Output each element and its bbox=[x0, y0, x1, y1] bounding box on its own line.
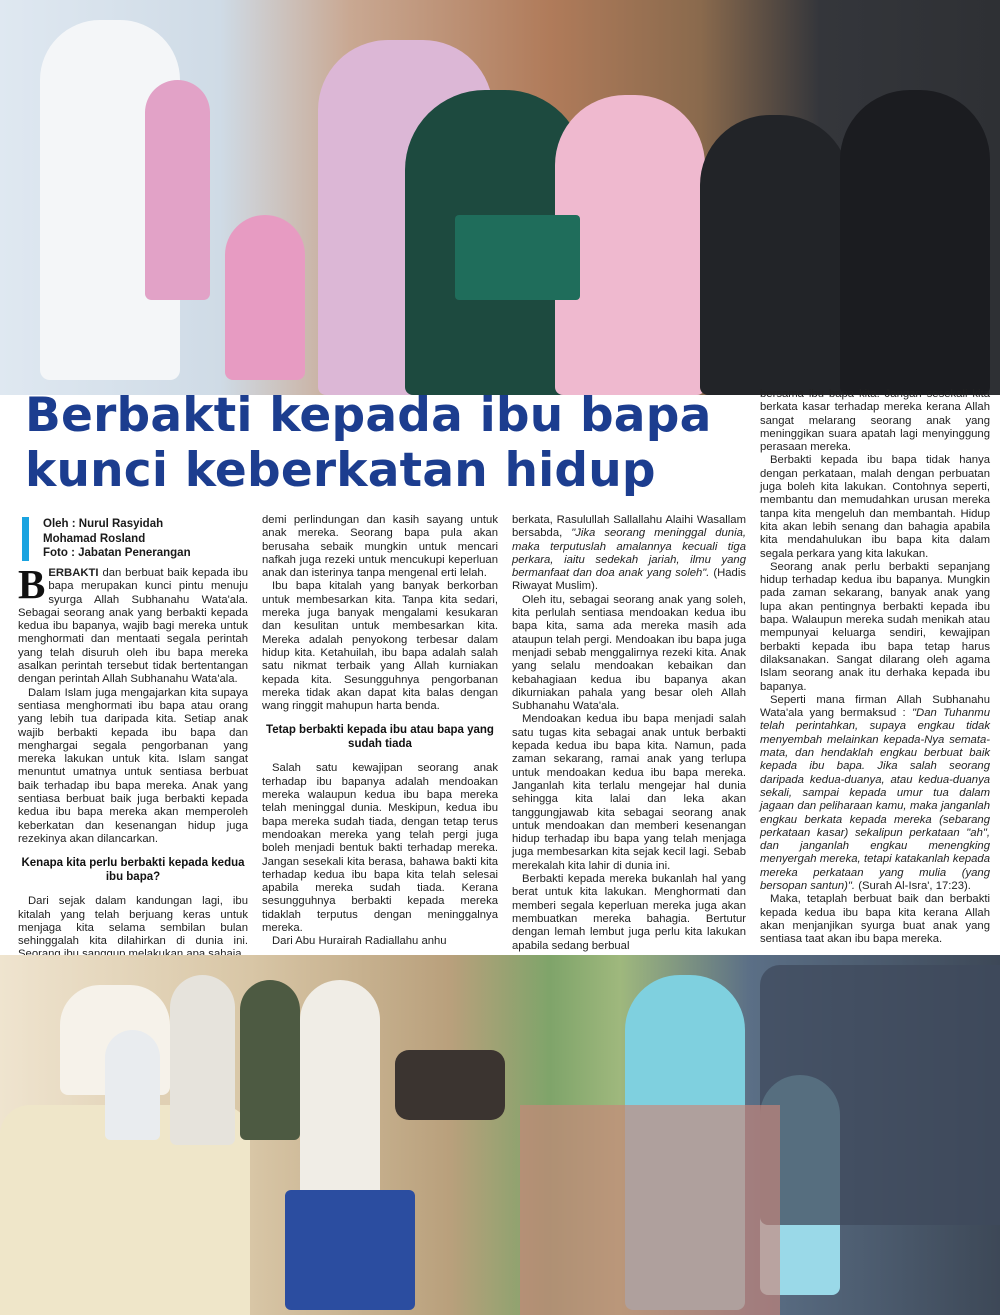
photo-leather-sofa bbox=[395, 1050, 505, 1120]
paragraph: Oleh itu, sebagai seorang anak yang soleh, kita perlulah sentiasa mendoakan kedua ibu bapa kita, sama ada mereka masih ada ataupun telah pergi. Mendoakan ibu bapa juga menjadi sebab menggalirnya rezeki kita. Anak yang selalu mendoakan kebaikan dan kebahagiaan kedua ibu bapanya akan dikurniakan pahala yang besar oleh Allah Subhanahu Wata'ala. bbox=[512, 593, 746, 713]
byline-author-2: Mohamad Rosland bbox=[43, 532, 146, 545]
photo-graduation-scroll bbox=[455, 215, 580, 300]
photo-prayer-mat bbox=[285, 1190, 415, 1310]
article-column-1 bbox=[18, 561, 248, 962]
lead-word: ERBAKTI bbox=[48, 567, 99, 579]
paragraph: Salah satu kewajipan seorang anak terhadap ibu bapanya adalah mendoakan mereka walaupun kedua ibu bapa mereka telah meninggal dunia. Meskipun, kedua ibu bapa mereka sudah tiada, dengan tetap terus mendoakan mereka yang telah pergi juga boleh menjadi bentuk bakti terhadap mereka. Jangan sesekali kita berasa, bahawa bakti kita terhadap kedua ibu bapa kita telah selesai apabila mereka sudah tiada. Kerana sesungguhnya berbakti kepada mereka tidaklah terputus dengan meninggalnya mereka. bbox=[262, 762, 498, 935]
photo-toddler-pink bbox=[225, 215, 305, 380]
paragraph: Mendoakan kedua ibu bapa menjadi salah satu tugas kita sebagai anak untuk berbakti kepada kedua ibu bapa kita. Namun, pada zaman sekarang, ramai anak yang terlupa untuk mendoakan kedua ibu bapa mereka. Janganlah kita terlalu mengejar hal dunia sehingga kita lalai dan leka akan tanggungjawab kita sebagai seorang anak untuk mendoakan dan memberi kesenangan hidup terhadap ibu bapa yang telah menjaga juga membesarkan kita sejak kecil lagi. Sebab merekalah kita lahir di dunia ini. bbox=[512, 713, 746, 872]
article-column-2 bbox=[262, 514, 498, 949]
photo-man-striped-robe bbox=[240, 980, 300, 1140]
paragraph: Berbakti kepada mereka bukanlah hal yang berat untuk kita lakukan. Menghormati dan memberi segala keperluan mereka juga akan membuatkan mereka bahagia. Bertutur dengan lemah lembut juga perlu kita lakukan apabila sedang berbual bbox=[512, 873, 746, 952]
drop-cap: B bbox=[18, 561, 46, 607]
paragraph: demi perlindungan dan kasih sayang untuk anak mereka. Seorang bapa pula akan berusaha sebaik mungkin untuk mencari nafkah juga rezeki untuk mencukupi keperluan anak dan isterinya tanpa mengenal erti lelah. bbox=[262, 514, 498, 580]
paragraph-text: (Surah Al-Isra', 17:23). bbox=[855, 879, 971, 892]
article-column-4 bbox=[760, 388, 990, 946]
photo-crowd bbox=[760, 965, 1000, 1225]
paragraph bbox=[512, 514, 746, 594]
hadith-quote: "Jika seorang meninggal dunia, maka terputuslah amalannya kecuali tiga perkara, iaitu sedekah jariah, ilmu yang bermanfaat dan doa anak yang soleh". bbox=[512, 527, 747, 580]
headline-line-2: kunci keberkatan hidup bbox=[25, 443, 656, 498]
subheading: Tetap berbakti kepada ibu atau bapa yang sudah tiada bbox=[266, 724, 494, 750]
byline-photo-credit: Foto : Jabatan Penerangan bbox=[43, 547, 191, 559]
paragraph-text: (Hadis Riwayat Muslim). bbox=[512, 567, 746, 593]
photo-son-black-shirt bbox=[700, 115, 850, 395]
paragraph: Dari Abu Hurairah Radiallahu anhu bbox=[272, 935, 447, 948]
paragraph-text: dan berbuat baik kepada ibu bapa merupakan kunci pintu menuju syurga Allah Subhanahu Wata'ala. Sebagai seorang anak yang berbakti kepada kedua ibu bapanya, wajib bagi mereka untuk menghormati dan mentaati segala perintah yang telah disuruh oleh ibu bapa mereka asalkan perintah tersebut tidak bertentangan dengan perintah Allah Subhanahu Wata'ala. bbox=[18, 567, 248, 686]
paragraph bbox=[18, 561, 248, 687]
bottom-photo-collage bbox=[0, 955, 1000, 1315]
paragraph-text: berkata, Rasulullah Sallallahu Alaihi Wasallam bersabda, bbox=[512, 514, 746, 540]
byline bbox=[22, 517, 247, 561]
paragraph: Seorang anak perlu berbakti sepanjang hidup terhadap kedua ibu bapanya. Mungkin pada zaman sekarang, banyak anak yang lupa akan pentingnya berbakti kepada ibu bapa. Walaupun mereka sudah menikah atau mempunyai keluarga sendiri, kewajipan berbakti kepada ibu bapa tetap harus dilaksanakan. Sangat dilarang oleh agama Islam seorang anak itu derhaka kepada ibu bapanya. bbox=[760, 560, 990, 693]
paragraph: Dari sejak dalam kandungan lagi, ibu kitalah yang telah berjuang keras untuk menjaga kita selama sembilan bulan sehinggalah kita dilahirkan di dunia ini. bbox=[18, 895, 248, 948]
photo-imam-white-robe bbox=[300, 980, 380, 1205]
headline bbox=[25, 388, 755, 498]
photo-father-black-shirt bbox=[840, 90, 990, 395]
subheading: Kenapa kita perlu berbakti kepada kedua ibu bapa? bbox=[21, 857, 245, 883]
paragraph: Dalam Islam juga mengajarkan kita supaya sentiasa menghormati ibu bapa atau orang yang lebih tua daripada kita. Setiap anak wajib berbakti kepada ibu bapa dan menghargai segala pengorbanan yang mereka lakukan untuk kita. Islam sangat menuntut umatnya untuk sentiasa berbuat baik terhadap ibu bapa mereka. Anak yang sentiasa berbuat baik juga berbakti kepada kedua ibu bapa mereka akan memperoleh keberkatan dan kesenangan hidup juga rezekinya akan dilancarkan. bbox=[18, 686, 248, 845]
byline-author-1: Oleh : Nurul Rasyidah bbox=[43, 518, 164, 530]
photo-boy-praying bbox=[105, 1030, 160, 1140]
paragraph: Maka, tetaplah berbuat baik dan berbakti kepada kedua ibu bapa kita kerana Allah akan menjanjikan syurga buat anak yang sentiasa taat akan ibu bapa mereka. bbox=[760, 893, 990, 946]
paragraph: Berbakti kepada ibu bapa tidak hanya dengan perkataan, malah dengan perbuatan juga boleh kita lakukan. Contohnya seperti, membantu dan memudahkan urusan mereka tanpa kita mengeluh dan membantah. Hidup kita akan lebih senang dan bahagia apabila kita mendahulukan ibu bapa kita dalam segala perkara yang kita lakukan. bbox=[760, 454, 990, 560]
paragraph: bersama ibu bapa kita. Jangan sesekali kita berkata kasar terhadap mereka kerana Allah sangat melarang seorang anak yang meninggikan suara apatah lagi menyinggung perasaan mereka. bbox=[760, 388, 990, 454]
article-column-3 bbox=[512, 514, 746, 953]
top-photo-collage bbox=[0, 0, 1000, 395]
paragraph bbox=[760, 694, 990, 893]
paragraph-text: Seperti mana firman Allah Subhanahu Wata'ala yang bermaksud : bbox=[760, 693, 990, 720]
quran-quote: "Dan Tuhanmu telah perintahkan, supaya engkau tidak menyembah melainkan kepada-Nya semata-mata, dan hendaklah engkau berbuat baik kepada ibu bapa. Jika salah seorang daripada kedua-duanya, atau kedua-duanya sekali, sampai kepada umur tua dalam jagaan dan peliharaan kamu, maka janganlah engkau berkata kepada mereka (sebarang perkataan kasar) sekalipun perkataan "ah", dan janganlah engkau menengking menyergah mereka, tetapi katakanlah kepada mereka perkataan yang mulia (yang bersopan santun)". bbox=[760, 707, 990, 892]
photo-elder-jubah bbox=[170, 975, 235, 1145]
headline-line-1: Berbakti kepada ibu bapa bbox=[25, 388, 712, 443]
photo-paved-walkway bbox=[520, 1105, 780, 1315]
paragraph: Ibu bapa kitalah yang banyak berkorban untuk membesarkan kita. Tanpa kita sedari, mereka juga banyak mengalami kesukaran dan kesulitan untuk membesarkan kita. Mereka adalah penyokong terbesar dalam hidup kita. Ketahuilah, ibu bapa adalah salah satu nikmat terbaik yang Allah kurniakan kepada kita. Sesungguhnya pengorbanan mereka tidak akan dapat kita balas dengan wang ringgit mahupun harta benda. bbox=[262, 580, 498, 713]
photo-baby-held bbox=[145, 80, 210, 300]
